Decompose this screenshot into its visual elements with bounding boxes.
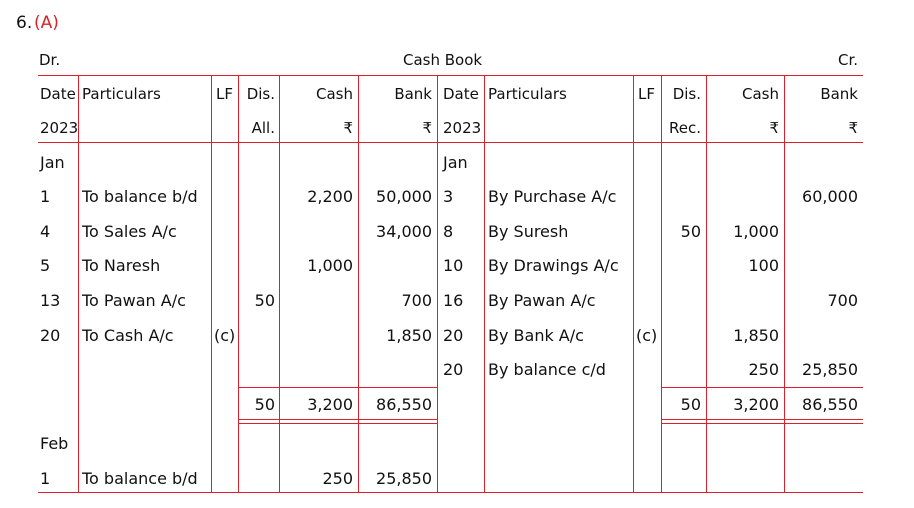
debit-date: 13 [40, 291, 61, 310]
credit-cash: 1,000 [733, 222, 779, 241]
header-bank-currency: ₹ [422, 119, 432, 137]
header-particulars: Particulars [82, 85, 161, 103]
header-dis: Dis. [672, 85, 701, 103]
credit-date: 3 [443, 187, 454, 206]
debit-particulars: To Sales A/c [82, 222, 177, 241]
debit-date: 4 [40, 222, 51, 241]
debit-date: 1 [40, 187, 51, 206]
header-bottom-rule [38, 142, 863, 143]
column-rule [661, 75, 662, 492]
credit-date: 8 [443, 222, 454, 241]
header-bank-currency: ₹ [848, 119, 858, 137]
credit-bank: 700 [827, 291, 858, 310]
credit-bank: 25,850 [802, 360, 858, 379]
month-label: Jan [40, 153, 65, 172]
next-entry-bank: 25,850 [376, 469, 432, 488]
column-rule [358, 75, 359, 492]
header-bank: Bank [394, 85, 432, 103]
debit-lf: (c) [214, 326, 236, 345]
totals-double-rule-2 [238, 423, 437, 424]
debit-bank: 700 [401, 291, 432, 310]
column-rule [238, 75, 239, 492]
totals-double-rule-1 [661, 419, 863, 420]
column-rule [437, 75, 438, 492]
header-particulars: Particulars [488, 85, 567, 103]
credit-cash: 1,850 [733, 326, 779, 345]
header-lf: LF [216, 85, 233, 103]
next-entry-particulars: To balance b/d [82, 469, 198, 488]
header-cash-currency: ₹ [343, 119, 353, 137]
table-bottom-rule [38, 492, 863, 493]
debit-total-bank: 86,550 [376, 395, 432, 414]
question-answer: (A) [34, 13, 59, 33]
dr-label: Dr. [39, 51, 61, 69]
debit-date: 20 [40, 326, 61, 345]
header-date: Date [40, 85, 76, 103]
debit-particulars: To Cash A/c [82, 326, 174, 345]
column-rule [633, 75, 634, 492]
column-rule [279, 75, 280, 492]
credit-particulars: By Drawings A/c [488, 256, 619, 275]
header-cash: Cash [742, 85, 779, 103]
header-dis-sub: All. [251, 119, 275, 137]
header-date: Date [443, 85, 479, 103]
debit-date: 5 [40, 256, 51, 275]
totals-top-rule [238, 387, 437, 388]
credit-particulars: By Purchase A/c [488, 187, 617, 206]
debit-total-discount: 50 [254, 395, 275, 414]
credit-date: 10 [443, 256, 464, 275]
debit-cash: 2,200 [307, 187, 353, 206]
credit-particulars: By Suresh [488, 222, 569, 241]
month-label: Jan [443, 153, 468, 172]
debit-particulars: To balance b/d [82, 187, 198, 206]
column-rule [484, 75, 485, 492]
credit-date: 16 [443, 291, 464, 310]
debit-particulars: To Pawan A/c [82, 291, 186, 310]
question-number: 6. [16, 13, 33, 33]
header-cash: Cash [316, 85, 353, 103]
next-month-label: Feb [40, 434, 69, 453]
debit-cash: 1,000 [307, 256, 353, 275]
credit-total-discount: 50 [680, 395, 701, 414]
credit-total-bank: 86,550 [802, 395, 858, 414]
credit-date: 20 [443, 360, 464, 379]
debit-total-cash: 3,200 [307, 395, 353, 414]
debit-particulars: To Naresh [82, 256, 161, 275]
credit-particulars: By Pawan A/c [488, 291, 596, 310]
credit-lf: (c) [636, 326, 658, 345]
header-year: 2023 [40, 119, 79, 137]
cash-book-title: Cash Book [403, 51, 483, 69]
next-entry-date: 1 [40, 469, 51, 488]
next-entry-cash: 250 [322, 469, 353, 488]
totals-double-rule-2 [661, 423, 863, 424]
header-lf: LF [638, 85, 655, 103]
debit-bank: 50,000 [376, 187, 432, 206]
totals-top-rule [661, 387, 863, 388]
credit-cash: 250 [748, 360, 779, 379]
debit-discount: 50 [254, 291, 275, 310]
cr-label: Cr. [838, 51, 859, 69]
credit-total-cash: 3,200 [733, 395, 779, 414]
column-rule [784, 75, 785, 492]
header-dis-sub: Rec. [669, 119, 701, 137]
credit-cash: 100 [748, 256, 779, 275]
debit-bank: 34,000 [376, 222, 432, 241]
debit-bank: 1,850 [386, 326, 432, 345]
totals-double-rule-1 [238, 419, 437, 420]
header-top-rule [38, 75, 863, 76]
credit-particulars: By Bank A/c [488, 326, 584, 345]
credit-bank: 60,000 [802, 187, 858, 206]
column-rule [706, 75, 707, 492]
header-year: 2023 [443, 119, 482, 137]
header-cash-currency: ₹ [769, 119, 779, 137]
credit-date: 20 [443, 326, 464, 345]
credit-particulars: By balance c/d [488, 360, 606, 379]
header-dis: Dis. [246, 85, 275, 103]
credit-discount: 50 [680, 222, 701, 241]
header-bank: Bank [820, 85, 858, 103]
column-rule [211, 75, 212, 492]
